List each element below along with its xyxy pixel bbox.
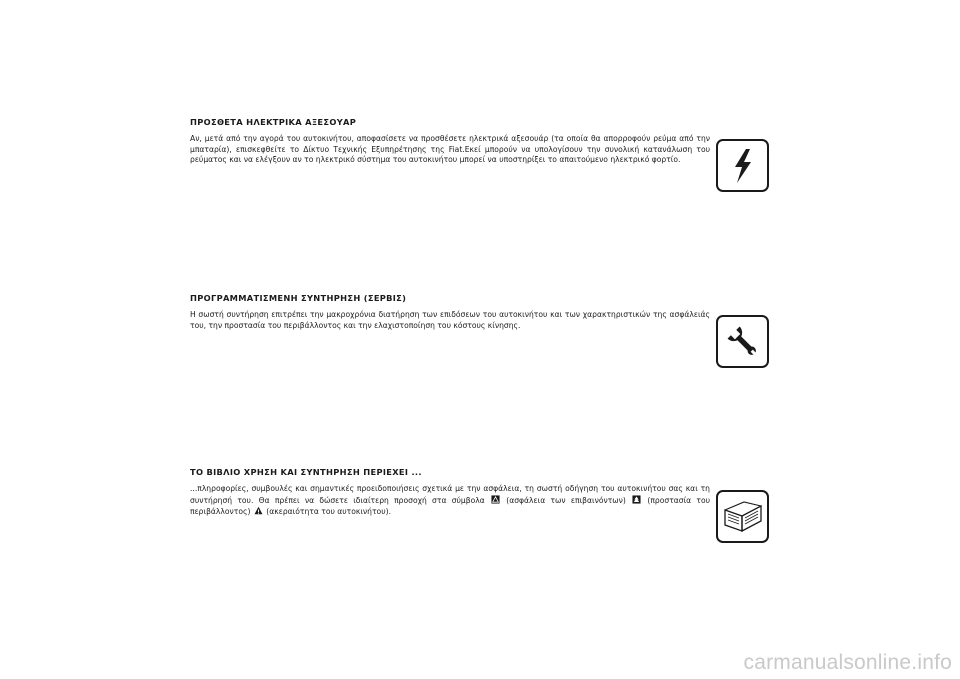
wrench-icon [716,315,769,368]
section-body: Αν, μετά από την αγορά του αυτοκινήτου, αποφασίσετε να προσθέσετε ηλεκτρικά αξεσουάρ (τα οποία θα απορροφούν ρεύμα από την μπαταρία), επισκεφθείτε το Δίκτυο Τεχνικής Εξυπηρέτησης της Fiat.Εκεί μπορούν να υπολογίσουν την συνολική κατανάλωση του ρεύματος και να ελέγξουν αν το ηλεκτρικό σύστημα του αυτοκινήτου μπορεί να υποστηρίξει το απαιτούμενο ηλεκτρικό φορτίο. [190,134,710,165]
vehicle-integrity-icon [254,506,263,515]
section-body: Η σωστή συντήρηση επιτρέπει την μακροχρόνια διατήρηση των επιδόσεων του αυτοκινήτου και των χαρακτηριστικών της ασφάλειάς του, την προστασία του περιβάλλοντος και την ελαχιστοποίηση του κόστους κίνησης. [190,310,710,330]
section-heading: ΠΡΟΣΘΕΤΑ ΗΛΕΚΤΡΙΚΑ ΑΞΕΣΟΥΑΡ [190,117,357,127]
section-manual-contents [190,467,710,518]
section-heading: ΠΡΟΓΡΑΜΜΑΤΙΣΜΕΝΗ ΣΥΝΤΗΡΗΣΗ (ΣΕΡΒΙΣ) [190,293,407,303]
section-heading: ΤΟ ΒΙΒΛΙΟ ΧΡΗΣΗ ΚΑΙ ΣΥΝΤΗΡΗΣΗ ΠΕΡΙΕΧΕΙ ... [190,467,422,477]
section-electrical-accessories [190,117,710,166]
section-scheduled-maintenance [190,293,710,331]
watermark: carmanualsonline.info [743,651,952,674]
body-text-part: (ασφάλεια των επιβαινόντων) [506,495,626,505]
environment-protection-icon [632,495,641,504]
section-body [190,484,710,518]
body-text-part: ...πληροφορίες, συμβουλές και σημαντικές προειδοποιήσεις σχετικά με την ασφάλεια, τη σωστή οδήγηση του αυτοκινήτου σας και τη συντήρησή του. Θα πρέπει να δώσετε ιδιαίτερη προσοχή στα σύμβολα [190,484,710,505]
body-text-part: (ακεραιότητα του αυτοκινήτου). [266,507,391,517]
open-book-icon [716,490,769,543]
lightning-bolt-icon [716,139,769,192]
body-text-part: (προστασία του περιβάλλοντος) [190,495,711,517]
occupant-safety-icon [491,495,500,504]
